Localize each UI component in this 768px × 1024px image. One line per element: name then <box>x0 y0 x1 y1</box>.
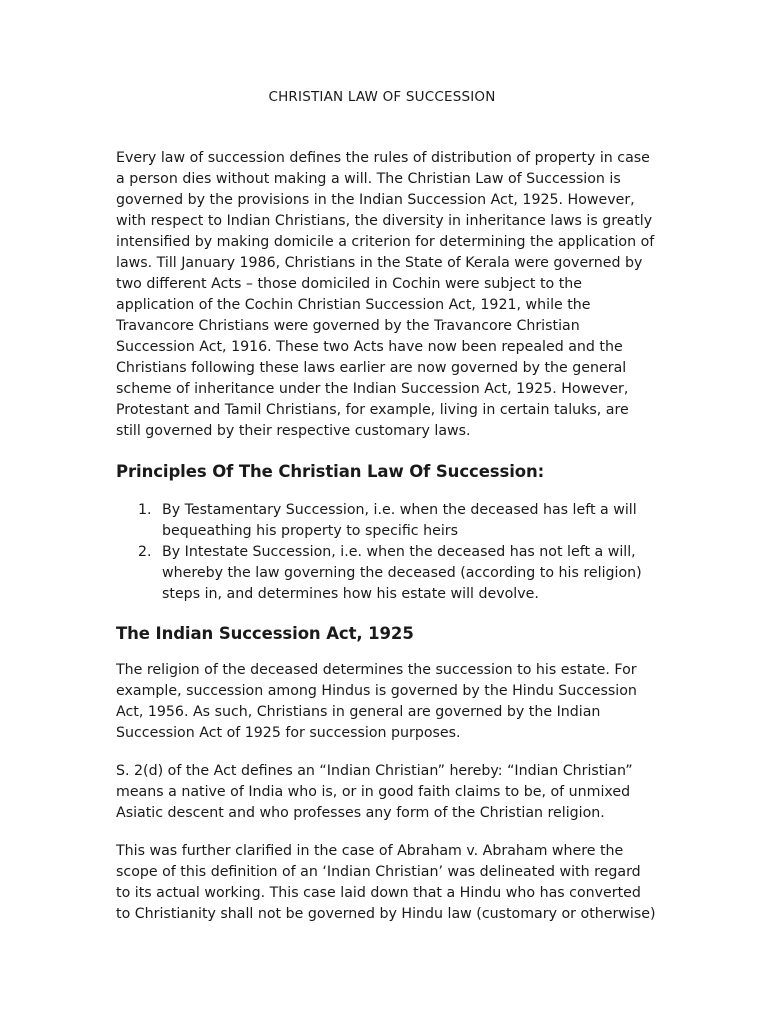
act-paragraph-definition: S. 2(d) of the Act defines an “Indian Christian” hereby: “Indian Christian” means a native of India who is, or in good faith claims to be, of unmixed Asiatic descent and who professes any form of the Christian religion. <box>116 763 633 821</box>
act-paragraph-abraham-case: This was further clarified in the case of Abraham v. Abraham where the scope of this definition of an ‘Indian Christian’ was delineated with regard to its actual working. This case laid down that a Hindu who has converted to Christianity shall not be governed by Hindu law (customary or otherwise) <box>116 843 656 922</box>
intro-paragraph: Every law of succession defines the rules of distribution of property in case a person dies without making a will. The Christian Law of Succession is governed by the provisions in the Indian Succession Act, 1925. However, with respect to Indian Christians, the diversity in inheritance laws is greatly intensified by making domicile a criterion for determining the application of laws. Till January 1986, Christians in the State of Kerala were governed by two different Acts – those domiciled in Cochin were subject to the application of the Cochin Christian Succession Act, 1921, while the Travancore Christians were governed by the Travancore Christian Succession Act, 1916. These two Acts have now been repealed and the Christians following these laws earlier are now governed by the general scheme of inheritance under the Indian Succession Act, 1925. However, Protestant and Tamil Christians, for example, living in certain taluks, are still governed by their respective customary laws. <box>116 150 655 439</box>
principles-list-item <box>116 542 656 605</box>
principles-list-item <box>116 500 656 542</box>
act-heading: The Indian Succession Act, 1925 <box>116 624 414 643</box>
list-item-number: 1. <box>138 502 152 518</box>
list-item-text: By Intestate Succession, i.e. when the deceased has not left a will, whereby the law governing the deceased (according to his religion) steps in, and determines how his estate will devolve. <box>162 544 642 602</box>
principles-list <box>116 500 656 605</box>
principles-heading: Principles Of The Christian Law Of Succession: <box>116 462 545 481</box>
document-title: CHRISTIAN LAW OF SUCCESSION <box>268 89 496 105</box>
act-paragraph-religion: The religion of the deceased determines the succession to his estate. For example, succession among Hindus is governed by the Hindu Succession Act, 1956. As such, Christians in general are governed by the Indian Succession Act of 1925 for succession purposes. <box>116 662 637 741</box>
list-item-number: 2. <box>138 544 152 560</box>
list-item-text: By Testamentary Succession, i.e. when the deceased has left a will bequeathing his property to specific heirs <box>162 502 637 539</box>
